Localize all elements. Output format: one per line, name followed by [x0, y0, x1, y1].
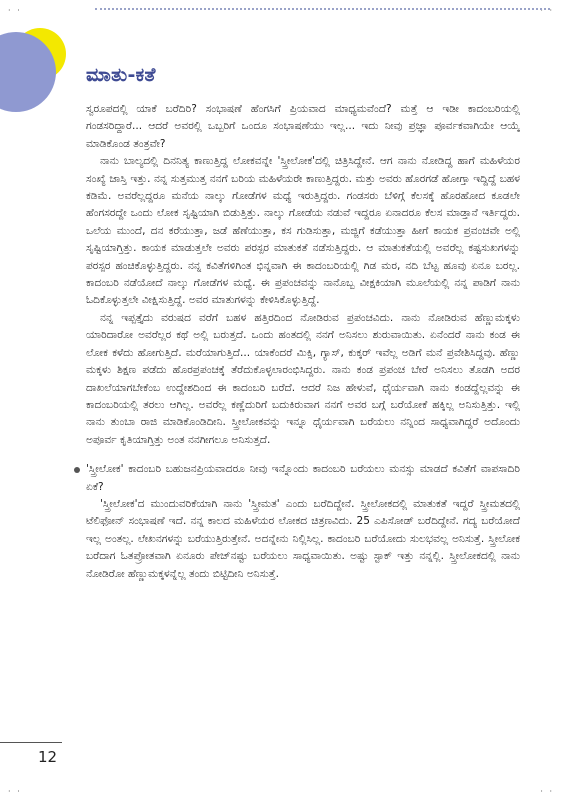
question-2-text: 'ಸ್ತ್ರೀಲೋಕ' ಕಾದಂಬರಿ ಬಹುಜನಪ್ರಿಯವಾದರೂ ನೀವು ಇನ್ನೊಂದು ಕಾದಂಬರಿ ಬರೆಯಲು ಮನಸ್ಸು ಮಾಡದೆ ಕವಿತೆಗೆ ವಾಪಸಾದಿರಿ ಏಕೆ? [86, 463, 520, 493]
crop-mark-bottom-right: · · [540, 787, 554, 796]
answer-1-paragraph-2: ನನ್ನ ಇಪ್ಪತ್ತೈದು ವರುಷದ ವರೆಗೆ ಬಹಳ ಹತ್ತಿರದಿಂದ ನೋಡಿರುವ ಪ್ರಪಂಚವಿದು. ನಾನು ನೋಡಿರುವ ಹೆಣ್ಣುಮಕ್ಕಳು ಯಾರಿದಾರೋ ಅವರೆಲ್ಲರ ಕಥೆ ಅಲ್ಲಿ ಬರುತ್ತದೆ. ಒಂದು ಹಂತದಲ್ಲಿ ನನಗೆ ಅನಿಸಲು ಶುರುವಾಯಿತು. ಏನೆಂದರೆ ನಾನು ಕಂಡ ಈ ಲೋಕ ಕಳೆದು ಹೋಗುತ್ತಿದೆ. ಮರೆಯಾಗುತ್ತಿದೆ... ಯಾಕೆಂದರೆ ಮಿಕ್ಸಿ, ಗ್ಯಾಸ್, ಕುಕ್ಕರ್ ಇವೆಲ್ಲ ಅಡಿಗೆ ಮನೆ ಪ್ರವೇಶಿಸಿದ್ದವು. ಹೆಣ್ಣು ಮಕ್ಕಳು ಶಿಕ್ಷಣ ಪಡೆದು ಹೊರಪ್ರಪಂಚಕ್ಕೆ ತೆರೆದುಕೊಳ್ಳಲಾರಂಭಿಸಿದ್ದರು. ನಾನು ಕಂಡ ಪ್ರಪಂಚ ಬೇರೆ ಅನಿಸಲು ತೊಡಗಿ ಅದರ ದಾಖಲೆಯಾಗಬೇಕೆಂಬ ಉದ್ದೇಶದಿಂದ ಈ ಕಾದಂಬರಿ ಬರೆದೆ. ಆದರೆ ನಿಜ ಹೇಳುವೆ, ಧೈರ್ಯವಾಗಿ ನಾನು ಕಂಡದ್ದೆಲ್ಲವನ್ನು ಈ ಕಾದಂಬರಿಯಲ್ಲಿ ತರಲು ಆಗಿಲ್ಲ. ಅವರೆಲ್ಲ ಕಣ್ಣೆದುರಿಗೆ ಬದುಕಿರುವಾಗ ನನಗೆ ಅವರ ಬಗ್ಗೆ ಬರೆಯೋಕೆ ಹಕ್ಕಿಲ್ಲ ಅನಿಸುತ್ತಿತ್ತು. ಇಲ್ಲಿ ನಾನು ತುಂಬಾ ರಾಜಿ ಮಾಡಿಕೊಂಡಿದೀನಿ. ಸ್ತ್ರೀಲೋಕವನ್ನು ಇನ್ನೂ ಧೈರ್ಯವಾಗಿ ಬರೆಯಲು ನನ್ನಿಂದ ಸಾಧ್ಯವಾಗಿದ್ದರೆ ಅದೊಂದು ಅಪೂರ್ವ ಕೃತಿಯಾಗ್ತಿತ್ತು ಅಂತ ನನಗೀಗಲೂ ಅನಿಸುತ್ತದೆ. [86, 311, 520, 446]
crop-mark-top-right: · · [540, 6, 554, 15]
crop-mark-top-left: · · [8, 6, 22, 15]
question-2 [86, 461, 520, 496]
top-dotted-rule [95, 8, 550, 10]
paragraph-gap [86, 449, 520, 461]
page-number-rule [0, 742, 62, 743]
bullet-icon [74, 467, 80, 473]
question-1-continued: ಸ್ವರೂಪದಲ್ಲಿ ಯಾಕೆ ಬರೆದಿರಿ? ಸಂಭಾಷಣೆ ಹೆಂಗಸಿಗೆ ಪ್ರಿಯವಾದ ಮಾಧ್ಯಮವೆಂದೆ? ಮತ್ತೆ ಆ ಇಡೀ ಕಾದಂಬರಿಯಲ್ಲಿ ಗಂಡಸರಿದ್ದಾರೆ... ಆದರೆ ಅವರಲ್ಲಿ ಒಬ್ಬರಿಗೆ ಒಂದೂ ಸಂಭಾಷಣೆಯು ಇಲ್ಲ... ಇದು ನೀವು ಪ್ರಜ್ಞಾ ಪೂರ್ವಕವಾಗಿಯೇ ಆಯ್ಕೆ ಮಾಡಿಕೊಂಡ ತಂತ್ರವೇ? [86, 103, 520, 150]
answer-1-paragraph-1: ನಾನು ಬಾಲ್ಯದಲ್ಲಿ ದಿನನಿತ್ಯ ಕಾಣುತ್ತಿದ್ದ ಲೋಕವನ್ನೇ 'ಸ್ತ್ರೀಲೋಕ'ದಲ್ಲಿ ಚಿತ್ರಿಸಿದ್ದೇನೆ. ಆಗ ನಾನು ನೋಡಿದ್ದ ಹಾಗೆ ಮಹಿಳೆಯರ ಸಂಖ್ಯೆ ಜಾಸ್ತಿ ಇತ್ತು. ನನ್ನ ಸುತ್ತಮುತ್ತ ನನಗೆ ಬರಿಯ ಮಹಿಳೆಯರೇ ಕಾಣುತ್ತಿದ್ದರು. ಮತ್ತು ಅವರು ಹೊರಗಡೆ ಹೋಗ್ತಾ ಇದ್ದಿದ್ದೆ ಬಹಳ ಕಡಿಮೆ. ಅವರೆಲ್ಲದ್ದರೂ ಮನೆಯ ನಾಲ್ಕು ಗೋಡೆಗಳ ಮಧ್ಯೆ ಇರುತ್ತಿದ್ದರು. ಗಂಡಸರು ಬೆಳಿಗ್ಗೆ ಕೆಲಸಕ್ಕೆ ಹೊರಹೋದ ಕೂಡಲೇ ಹೆಂಗಸರದ್ದೇ ಒಂದು ಲೋಕ ಸೃಷ್ಟಿಯಾಗಿ ಬಿಡುತ್ತಿತ್ತು. ನಾಲ್ಕು ಗೋಡೆಯ ನಡುವೆ ಇದ್ದರೂ ಏನಾದರೂ ಕೆಲಸ ಮಾಡ್ತಾನೆ ಇರ್ತಿದ್ದರು. ಒಲೆಯ ಮುಂದೆ, ದನ ಕರೆಯುತ್ತಾ, ಜಡೆ ಹೆಣೆಯುತ್ತಾ, ಕಸ ಗುಡಿಸುತ್ತಾ, ಮಜ್ಜಿಗೆ ಕಡೆಯುತ್ತಾ ಹೀಗೆ ಕಾಯಕ ಪ್ರವಂಚವೇ ಅಲ್ಲಿ ಸೃಷ್ಟಿಯಾಗ್ತಿತ್ತು. ಕಾಯಕ ಮಾಡುತ್ತಲೇ ಅವರು ಪರಸ್ಪರ ಮಾತುಕತೆ ನಡೆಸುತ್ತಿದ್ದರು. ಆ ಮಾತುಕತೆಯಲ್ಲಿ ಅವರೆಲ್ಲ ಕಷ್ಟಸುಖಗಳನ್ನು ಪರಸ್ಪರ ಹಂಚಿಕೊಳ್ಳುತ್ತಿದ್ದರು. ನನ್ನ ಕವಿತೆಗಳಿಗಿಂತ ಭಿನ್ನವಾಗಿ ಈ ಕಾದಂಬರಿಯಲ್ಲಿ ಗಿಡ ಮರ, ನದಿ ಬೆಟ್ಟ ಹೂವು ಏನೂ ಬರಲ್ಲ. ಕಾದಂಬರಿ ನಡೆಯೋದೆ ನಾಲ್ಕು ಗೋಡೆಗಳ ಮಧ್ಯೆ. ಈ ಪ್ರಪಂಚವನ್ನು ನಾನೊಬ್ಬ ವೀಕ್ಷಕಿಯಾಗಿ ಮೂಲೆಯಲ್ಲಿ ನನ್ನ ಪಾಡಿಗೆ ನಾನು ಓದಿಕೊಳ್ಳುತ್ತಲೇ ವೀಕ್ಷಿಸುತ್ತಿದ್ದೆ. ಅವರ ಮಾತುಗಳನ್ನು ಕೇಳಿಸಿಕೊಳ್ಳುತ್ತಿದ್ದೆ. [86, 155, 520, 307]
section-heading: ಮಾತು-ಕತೆ [86, 64, 156, 86]
page-number: 12 [38, 748, 58, 766]
decorative-circles [0, 24, 70, 120]
article-body [86, 101, 520, 583]
answer-2-paragraph: 'ಸ್ತ್ರೀಲೋಕ'ದ ಮುಂದುವರಿಕೆಯಾಗಿ ನಾನು 'ಸ್ತ್ರೀಮತ' ಎಂದು ಬರೆದಿದ್ದೇನೆ. ಸ್ತ್ರೀಲೋಕದಲ್ಲಿ ಮಾತುಕತೆ ಇದ್ದರೆ ಸ್ತ್ರೀಮತದಲ್ಲಿ ಟೆಲಿಫೋನ್ ಸಂಭಾಷಣೆ ಇದೆ. ನನ್ನ ಕಾಲದ ಮಹಿಳೆಯರ ಲೋಕದ ಚಿತ್ರಣವಿದು. 25 ಎಪಿಸೋಡ್ ಬರೆದಿದ್ದೇನೆ. ಗದ್ಯ ಬರೆಯೋದೆ ಇಲ್ಲ ಅಂತಲ್ಲ. ಲೇಖನಗಳನ್ನು ಬರೆಯುತ್ತಿರುತ್ತೇನೆ. ಅದನ್ನೇನು ನಿಲ್ಲಿಸಿಲ್ಲ. ಕಾದಂಬರಿ ಬರೆಯೋದು ಸುಲಭವಲ್ಲ ಅನಿಸುತ್ತೆ. ಸ್ತ್ರೀಲೋಕ ಬರೆದಾಗ ಓತಪ್ರೋತವಾಗಿ ಏನೂರು ಪೇಜ್‌ನಷ್ಟು ಬರೆಯಲು ಸಾಧ್ಯವಾಯಿತು. ಅಷ್ಟು ಸ್ಟಾಕ್ ಇತ್ತು ನನ್ನಲ್ಲಿ. ಸ್ತ್ರೀಲೋಕದಲ್ಲಿ ನಾನು ನೋಡಿರೋ ಹೆಣ್ಣುಮಕ್ಕಳನ್ನೆಲ್ಲ ತಂದು ಬಿಟ್ಟಿದೀನಿ ಅನಿಸುತ್ತೆ. [86, 497, 520, 580]
crop-mark-bottom-left: · · [8, 787, 22, 796]
